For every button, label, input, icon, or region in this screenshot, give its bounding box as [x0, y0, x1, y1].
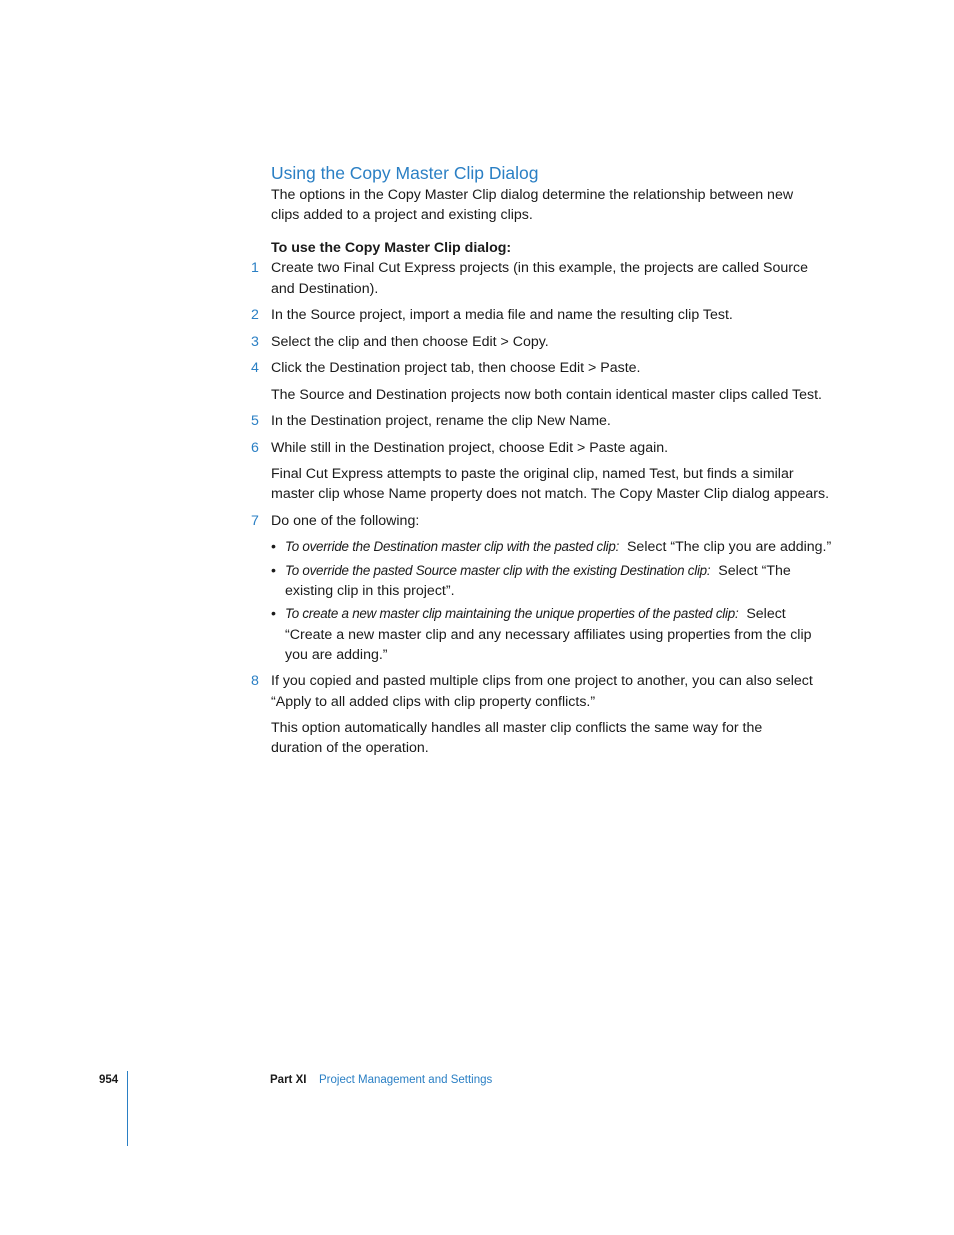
step-6-text: While still in the Destination project, choose Edit > Paste again. [271, 440, 669, 456]
footer-divider [127, 1071, 128, 1146]
step-6-note-line-2: master clip whose Name property does not match. The Copy Master Clip dialog appears. [271, 486, 830, 502]
step-number: 7 [251, 513, 259, 529]
step-4-text: Click the Destination project tab, then choose Edit > Paste. [271, 360, 641, 376]
bullet-1 [285, 537, 830, 557]
bullet-3-line-2: “Create a new master clip and any necessary affiliates using properties from the clip [285, 627, 812, 643]
step-number: 3 [251, 334, 259, 350]
bullet-2-line-1 [285, 561, 830, 581]
step-6-note-line-1: Final Cut Express attempts to paste the original clip, named Test, but finds a similar [271, 466, 794, 482]
step-number: 5 [251, 413, 259, 429]
step-4-note: The Source and Destination projects now both contain identical master clips called Test. [271, 387, 822, 403]
bullet-3-line-3: you are adding.” [285, 647, 388, 663]
bullet-3-text: Select [746, 606, 786, 622]
step-8-note-line-1: This option automatically handles all master clip conflicts the same way for the [271, 720, 763, 736]
step-number: 8 [251, 673, 259, 689]
step-3-text: Select the clip and then choose Edit > Copy. [271, 334, 549, 350]
step-number: 2 [251, 307, 259, 323]
step-number: 6 [251, 440, 259, 456]
step-8-line-1: If you copied and pasted multiple clips from one project to another, you can also select [271, 673, 813, 689]
step-number: 4 [251, 360, 259, 376]
bullet-1-text: Select “The clip you are adding.” [626, 539, 832, 555]
step-8-note-line-2: duration of the operation. [271, 740, 429, 756]
bullet-marker: • [271, 563, 276, 579]
bullet-3-line-1 [285, 604, 830, 624]
bullet-3-lead: To create a new master clip maintaining the unique properties of the pasted clip: [285, 606, 739, 621]
page-number: 954 [99, 1074, 119, 1086]
step-5-text: In the Destination project, rename the clip New Name. [271, 413, 611, 429]
footer-section-title: Project Management and Settings [319, 1074, 493, 1086]
bullet-marker: • [271, 606, 276, 622]
bullet-2-text: Select “The [718, 563, 791, 579]
section-heading: Using the Copy Master Clip Dialog [271, 163, 539, 183]
step-1-line-2: and Destination). [271, 281, 379, 297]
bullet-1-lead: To override the Destination master clip with the pasted clip: [285, 539, 620, 554]
step-number: 1 [251, 260, 259, 276]
step-7-text: Do one of the following: [271, 513, 420, 529]
step-2-text: In the Source project, import a media file and name the resulting clip Test. [271, 307, 733, 323]
bullet-marker: • [271, 539, 276, 555]
bullet-2-line-2: existing clip in this project”. [285, 583, 455, 599]
step-1-line-1: Create two Final Cut Express projects (in this example, the projects are called Source [271, 260, 808, 276]
footer-part-label: Part XI [270, 1074, 307, 1086]
intro-line-2: clips added to a project and existing clips. [271, 207, 533, 223]
intro-line-1: The options in the Copy Master Clip dialog determine the relationship between new [271, 187, 794, 203]
step-8-line-2: “Apply to all added clips with clip property conflicts.” [271, 694, 596, 710]
procedure-heading: To use the Copy Master Clip dialog: [271, 240, 512, 256]
bullet-2-lead: To override the pasted Source master clip with the existing Destination clip: [285, 563, 711, 578]
